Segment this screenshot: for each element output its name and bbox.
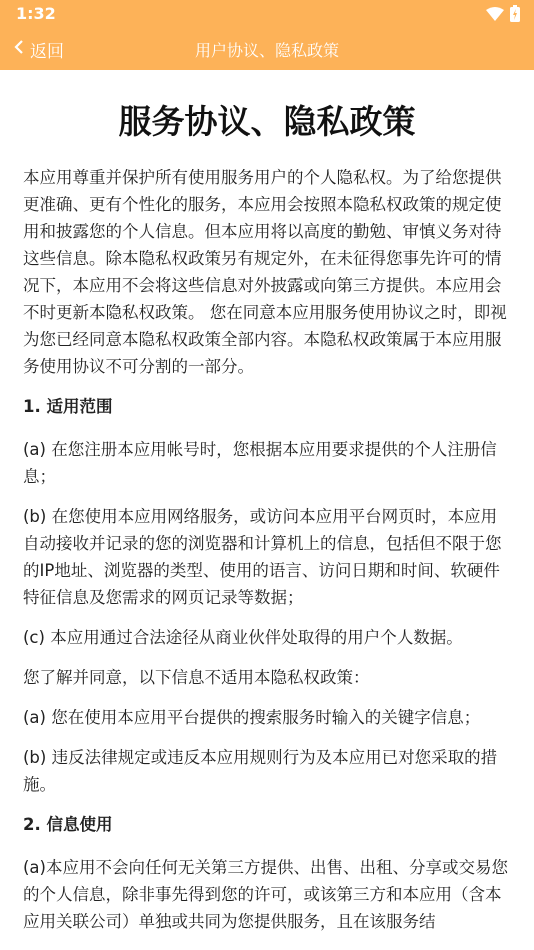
paragraph: (a) 您在使用本应用平台提供的搜索服务时输入的关键字信息； xyxy=(23,708,481,727)
paragraph: (b) 违反法律规定或违反本应用规则行为及本应用已对您采取的措施。 xyxy=(23,748,498,794)
back-label: 返回 xyxy=(30,42,64,62)
policy-body xyxy=(23,164,513,948)
app-bar xyxy=(0,28,534,70)
status-time: 1:32 xyxy=(16,4,56,23)
header xyxy=(0,0,534,70)
wifi-icon xyxy=(486,6,504,25)
section-heading: 1. 适用范围 xyxy=(23,397,113,416)
paragraph: (b) 在您使用本应用网络服务，或访问本应用平台网页时，本应用自动接收并记录的您的浏览器和计算机上的信息，包括但不限于您的IP地址、浏览器的类型、使用的语言、访问日期和时间、软硬件特征信息及您需求的网页记录等数据； xyxy=(23,507,502,607)
status-bar xyxy=(0,0,534,28)
page-title: 服务协议、隐私政策 xyxy=(118,102,416,141)
battery-icon xyxy=(510,5,520,26)
paragraph: (a)本应用不会向任何无关第三方提供、出售、出租、分享或交易您的个人信息，除非事先得到您的许可，或该第三方和本应用（含本应用关联公司）单独或共同为您提供服务，且在该服务结 xyxy=(23,858,508,931)
section-heading: 2. 信息使用 xyxy=(23,815,113,834)
policy-content[interactable] xyxy=(0,70,534,950)
paragraph: 您了解并同意，以下信息不适用本隐私权政策： xyxy=(23,668,370,687)
intro-paragraph: 本应用尊重并保护所有使用服务用户的个人隐私权。为了给您提供更准确、更有个性化的服务，本应用会按照本隐私权政策的规定使用和披露您的个人信息。但本应用将以高度的勤勉、审慎义务对待这些信息。除本隐私权政策另有规定外，在未征得您事先许可的情况下，本应用不会将这些信息对外披露或向第三方提供。本应用会不时更新本隐私权政策。 您在同意本应用服务使用协议之时，即视为您已经同意本隐私权政策全部内容。本隐私权政策属于本应用服务使用协议不可分割的一部分。 xyxy=(23,168,507,376)
paragraph: (a) 在您注册本应用帐号时，您根据本应用要求提供的个人注册信息； xyxy=(23,440,497,486)
paragraph: (c) 本应用通过合法途径从商业伙伴处取得的用户个人数据。 xyxy=(23,628,463,647)
app-bar-title: 用户协议、隐私政策 xyxy=(194,41,339,60)
status-icons xyxy=(486,5,520,26)
